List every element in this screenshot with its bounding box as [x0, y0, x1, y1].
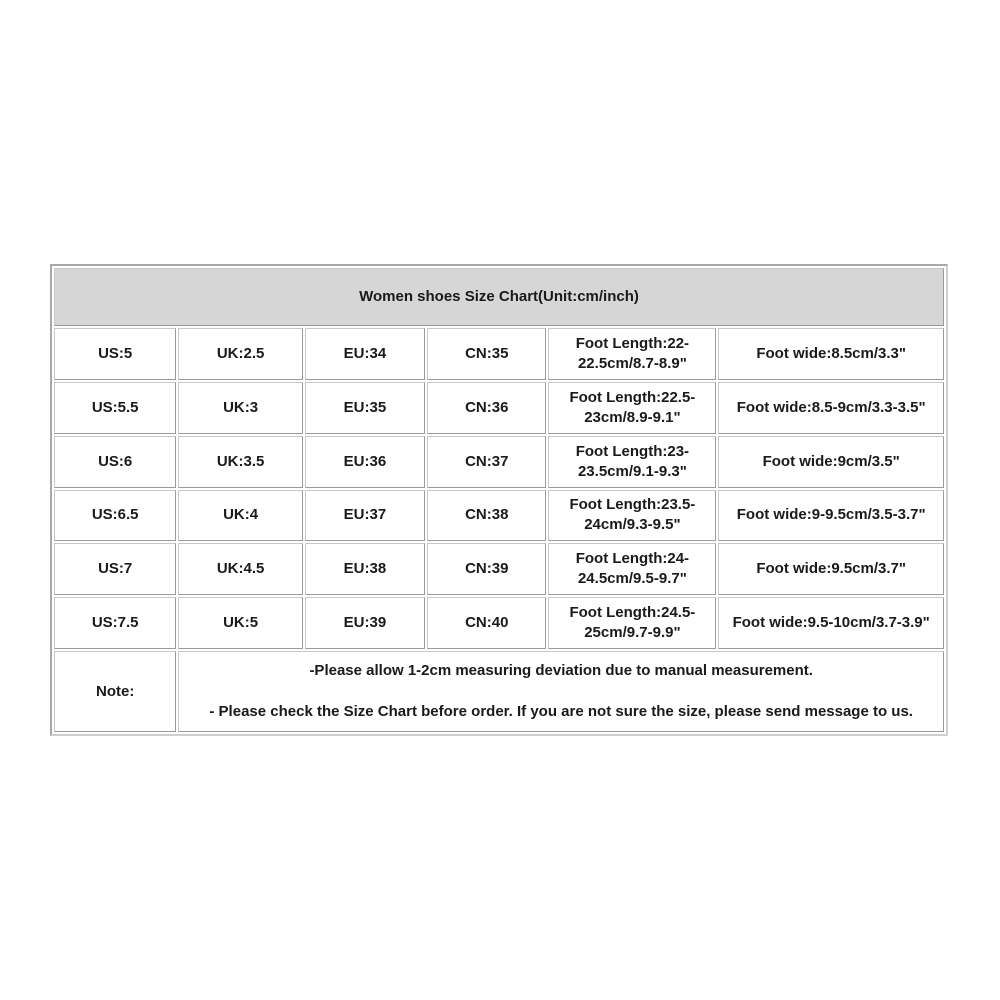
us-size-cell: US:6 [54, 436, 176, 488]
foot-length-cell: Foot Length:24-24.5cm/9.5-9.7" [548, 543, 716, 595]
uk-size-cell: UK:2.5 [178, 328, 302, 380]
foot-length-cell: Foot Length:23-23.5cm/9.1-9.3" [548, 436, 716, 488]
size-chart-title: Women shoes Size Chart(Unit:cm/inch) [54, 268, 944, 326]
uk-size-cell: UK:3 [178, 382, 302, 434]
table-row [54, 543, 944, 595]
table-row [54, 328, 944, 380]
eu-size-cell: EU:35 [305, 382, 425, 434]
size-chart-body [54, 268, 944, 732]
size-chart-table [52, 266, 946, 734]
foot-length-cell: Foot Length:23.5-24cm/9.3-9.5" [548, 490, 716, 542]
note-text-cell [178, 651, 944, 732]
foot-wide-cell: Foot wide:9cm/3.5" [718, 436, 944, 488]
us-size-cell: US:7.5 [54, 597, 176, 649]
note-line-deviation: -Please allow 1-2cm measuring deviation due to manual measurement. [309, 662, 813, 680]
note-row [54, 651, 944, 732]
uk-size-cell: UK:4.5 [178, 543, 302, 595]
foot-wide-cell: Foot wide:9.5-10cm/3.7-3.9" [718, 597, 944, 649]
foot-length-cell: Foot Length:24.5-25cm/9.7-9.9" [548, 597, 716, 649]
cn-size-cell: CN:40 [427, 597, 546, 649]
eu-size-cell: EU:38 [305, 543, 425, 595]
table-row [54, 597, 944, 649]
uk-size-cell: UK:5 [178, 597, 302, 649]
cn-size-cell: CN:35 [427, 328, 546, 380]
eu-size-cell: EU:36 [305, 436, 425, 488]
cn-size-cell: CN:39 [427, 543, 546, 595]
cn-size-cell: CN:37 [427, 436, 546, 488]
foot-length-cell: Foot Length:22-22.5cm/8.7-8.9" [548, 328, 716, 380]
foot-length-cell: Foot Length:22.5-23cm/8.9-9.1" [548, 382, 716, 434]
foot-wide-cell: Foot wide:9.5cm/3.7" [718, 543, 944, 595]
foot-wide-cell: Foot wide:8.5-9cm/3.3-3.5" [718, 382, 944, 434]
title-row [54, 268, 944, 326]
cn-size-cell: CN:36 [427, 382, 546, 434]
note-spacer [187, 681, 935, 702]
foot-wide-cell: Foot wide:9-9.5cm/3.5-3.7" [718, 490, 944, 542]
table-row [54, 382, 944, 434]
us-size-cell: US:5 [54, 328, 176, 380]
us-size-cell: US:5.5 [54, 382, 176, 434]
us-size-cell: US:6.5 [54, 490, 176, 542]
us-size-cell: US:7 [54, 543, 176, 595]
table-row [54, 490, 944, 542]
uk-size-cell: UK:3.5 [178, 436, 302, 488]
eu-size-cell: EU:37 [305, 490, 425, 542]
table-row [54, 436, 944, 488]
foot-wide-cell: Foot wide:8.5cm/3.3" [718, 328, 944, 380]
uk-size-cell: UK:4 [178, 490, 302, 542]
eu-size-cell: EU:34 [305, 328, 425, 380]
eu-size-cell: EU:39 [305, 597, 425, 649]
size-chart-frame [50, 264, 948, 736]
note-label: Note: [54, 651, 176, 732]
note-line-check-size: - Please check the Size Chart before order. If you are not sure the size, please send message to us. [209, 703, 913, 721]
cn-size-cell: CN:38 [427, 490, 546, 542]
